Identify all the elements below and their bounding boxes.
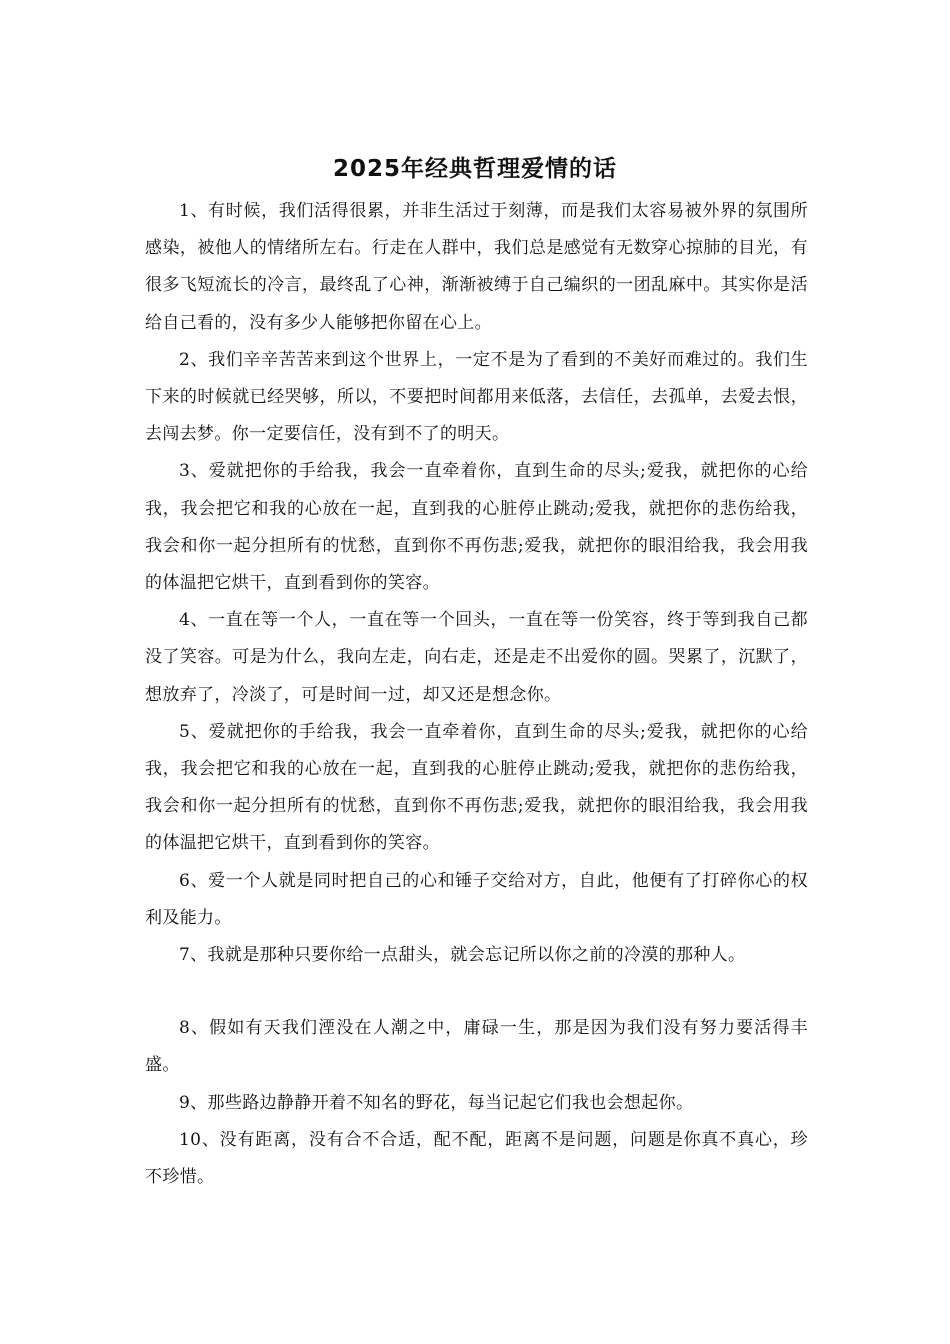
paragraph-2: 2、我们辛辛苦苦来到这个世界上，一定不是为了看到的不美好而难过的。我们生下来的时候就已经哭够，所以，不要把时间都用来低落，去信任，去孤单，去爱去恨，去闯去梦。你一定要信任，没有到不了的明天。 [145,349,808,445]
paragraph-6: 6、爱一个人就是同时把自己的心和锤子交给对方，自此，他便有了打碎你心的权利及能力。 [145,870,808,928]
document-body [145,193,808,1196]
document-title: 2025年经典哲理爱情的话 [332,156,617,182]
paragraph-10: 10、没有距离，没有合不合适，配不配，距离不是问题，问题是你真不真心，珍不珍惜。 [145,1129,808,1188]
paragraph-5: 5、爱就把你的手给我，我会一直牵着你，直到生命的尽头;爱我，就把你的心给我，我会把它和我的心放在一起，直到我的心脏停止跳动;爱我，就把你的悲伤给我，我会和你一起分担所有的忧愁，直到你不再伤悲;爱我，就把你的眼泪给我，我会用我的体温把它烘干，直到看到你的笑容。 [145,721,808,854]
paragraph-7: 7、我就是那种只要你给一点甜头，就会忘记所以你之前的冷漠的那种人。 [179,945,746,966]
paragraph-3: 3、爱就把你的手给我，我会一直牵着你，直到生命的尽头;爱我，就把你的心给我，我会把它和我的心放在一起，直到我的心脏停止跳动;爱我，就把你的悲伤给我，我会和你一起分担所有的忧愁，直到你不再伤悲;爱我，就把你的眼泪给我，我会用我的体温把它烘干，直到看到你的笑容。 [145,461,808,594]
paragraph-1: 1、有时候，我们活得很累，并非生活过于刻薄，而是我们太容易被外界的氛围所感染，被他人的情绪所左右。行走在人群中，我们总是感觉有无数穿心掠肺的目光，有很多飞短流长的冷言，最终乱了心神，渐渐被缚于自己编织的一团乱麻中。其实你是活给自己看的，没有多少人能够把你留在心上。 [145,201,808,333]
paragraph-9: 9、那些路边静静开着不知名的野花，每当记起它们我也会想起你。 [179,1092,694,1113]
paragraph-4: 4、一直在等一个人，一直在等一个回头，一直在等一份笑容，终于等到我自己都没了笑容。可是为什么，我向左走，向右走，还是走不出爱你的圆。哭累了，沉默了，想放弃了，冷淡了，可是时间一过，却又还是想念你。 [145,610,808,705]
paragraph-8: 8、假如有天我们湮没在人潮之中，庸碌一生，那是因为我们没有努力要活得丰盛。 [145,1018,808,1076]
